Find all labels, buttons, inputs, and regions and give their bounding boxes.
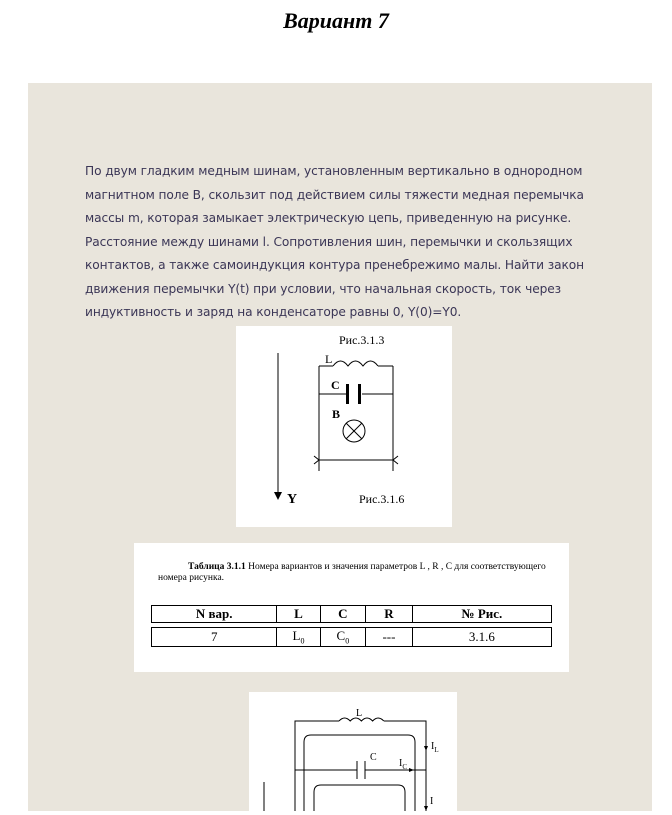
parameters-table [151, 605, 552, 647]
label-C: C [331, 378, 340, 392]
label-B: B [332, 407, 341, 421]
problem-text: По двум гладким медным шинам, установленным вертикально в однородном магнитном поле B, скользит под действием силы тяжести медная перемычка массы m, которая замыкает электрическую цепь, приведенную на рисунке. Расстояние между шинами l. Сопротивления шин, перемычки и скользящих контактов, а также самоиндукция контура пренебрежимо малы. Найти закон движения перемычки Y(t) при условии, что начальная скорость, ток через индуктивность и заряд на конденсаторе равны 0, Y(0)=Y0. [85, 164, 584, 319]
table-caption: Таблица 3.1.1 Номера вариантов и значения параметров L , R , C для соответствующего номера рисунка. [158, 562, 546, 583]
parameters-table-block [134, 543, 569, 672]
header-fig: № Рис. [412, 606, 551, 623]
table-row: 7 $L_0$ $C_0$ --- 3.1.6 [152, 628, 552, 647]
header-n: N вар. [152, 606, 277, 623]
label-L: L [356, 708, 363, 719]
label-Y: Y [287, 492, 298, 507]
header-c: C [320, 606, 366, 623]
label-IL: $I_L$ [431, 741, 439, 754]
header-r: R [366, 606, 413, 623]
fig-caption-top: Рис.3.1.3 [339, 333, 385, 347]
circuit-figure-1 [236, 326, 452, 527]
page-title: Вариант 7 [283, 8, 389, 33]
label-I: I [430, 796, 434, 807]
label-C: C [370, 752, 377, 763]
label-L: L [325, 352, 333, 366]
circuit-figure-2 [249, 692, 457, 811]
fig-caption-bottom: Рис.3.1.6 [359, 492, 405, 506]
header-l: L [277, 606, 320, 623]
label-IC: $I_C$ [399, 758, 408, 771]
